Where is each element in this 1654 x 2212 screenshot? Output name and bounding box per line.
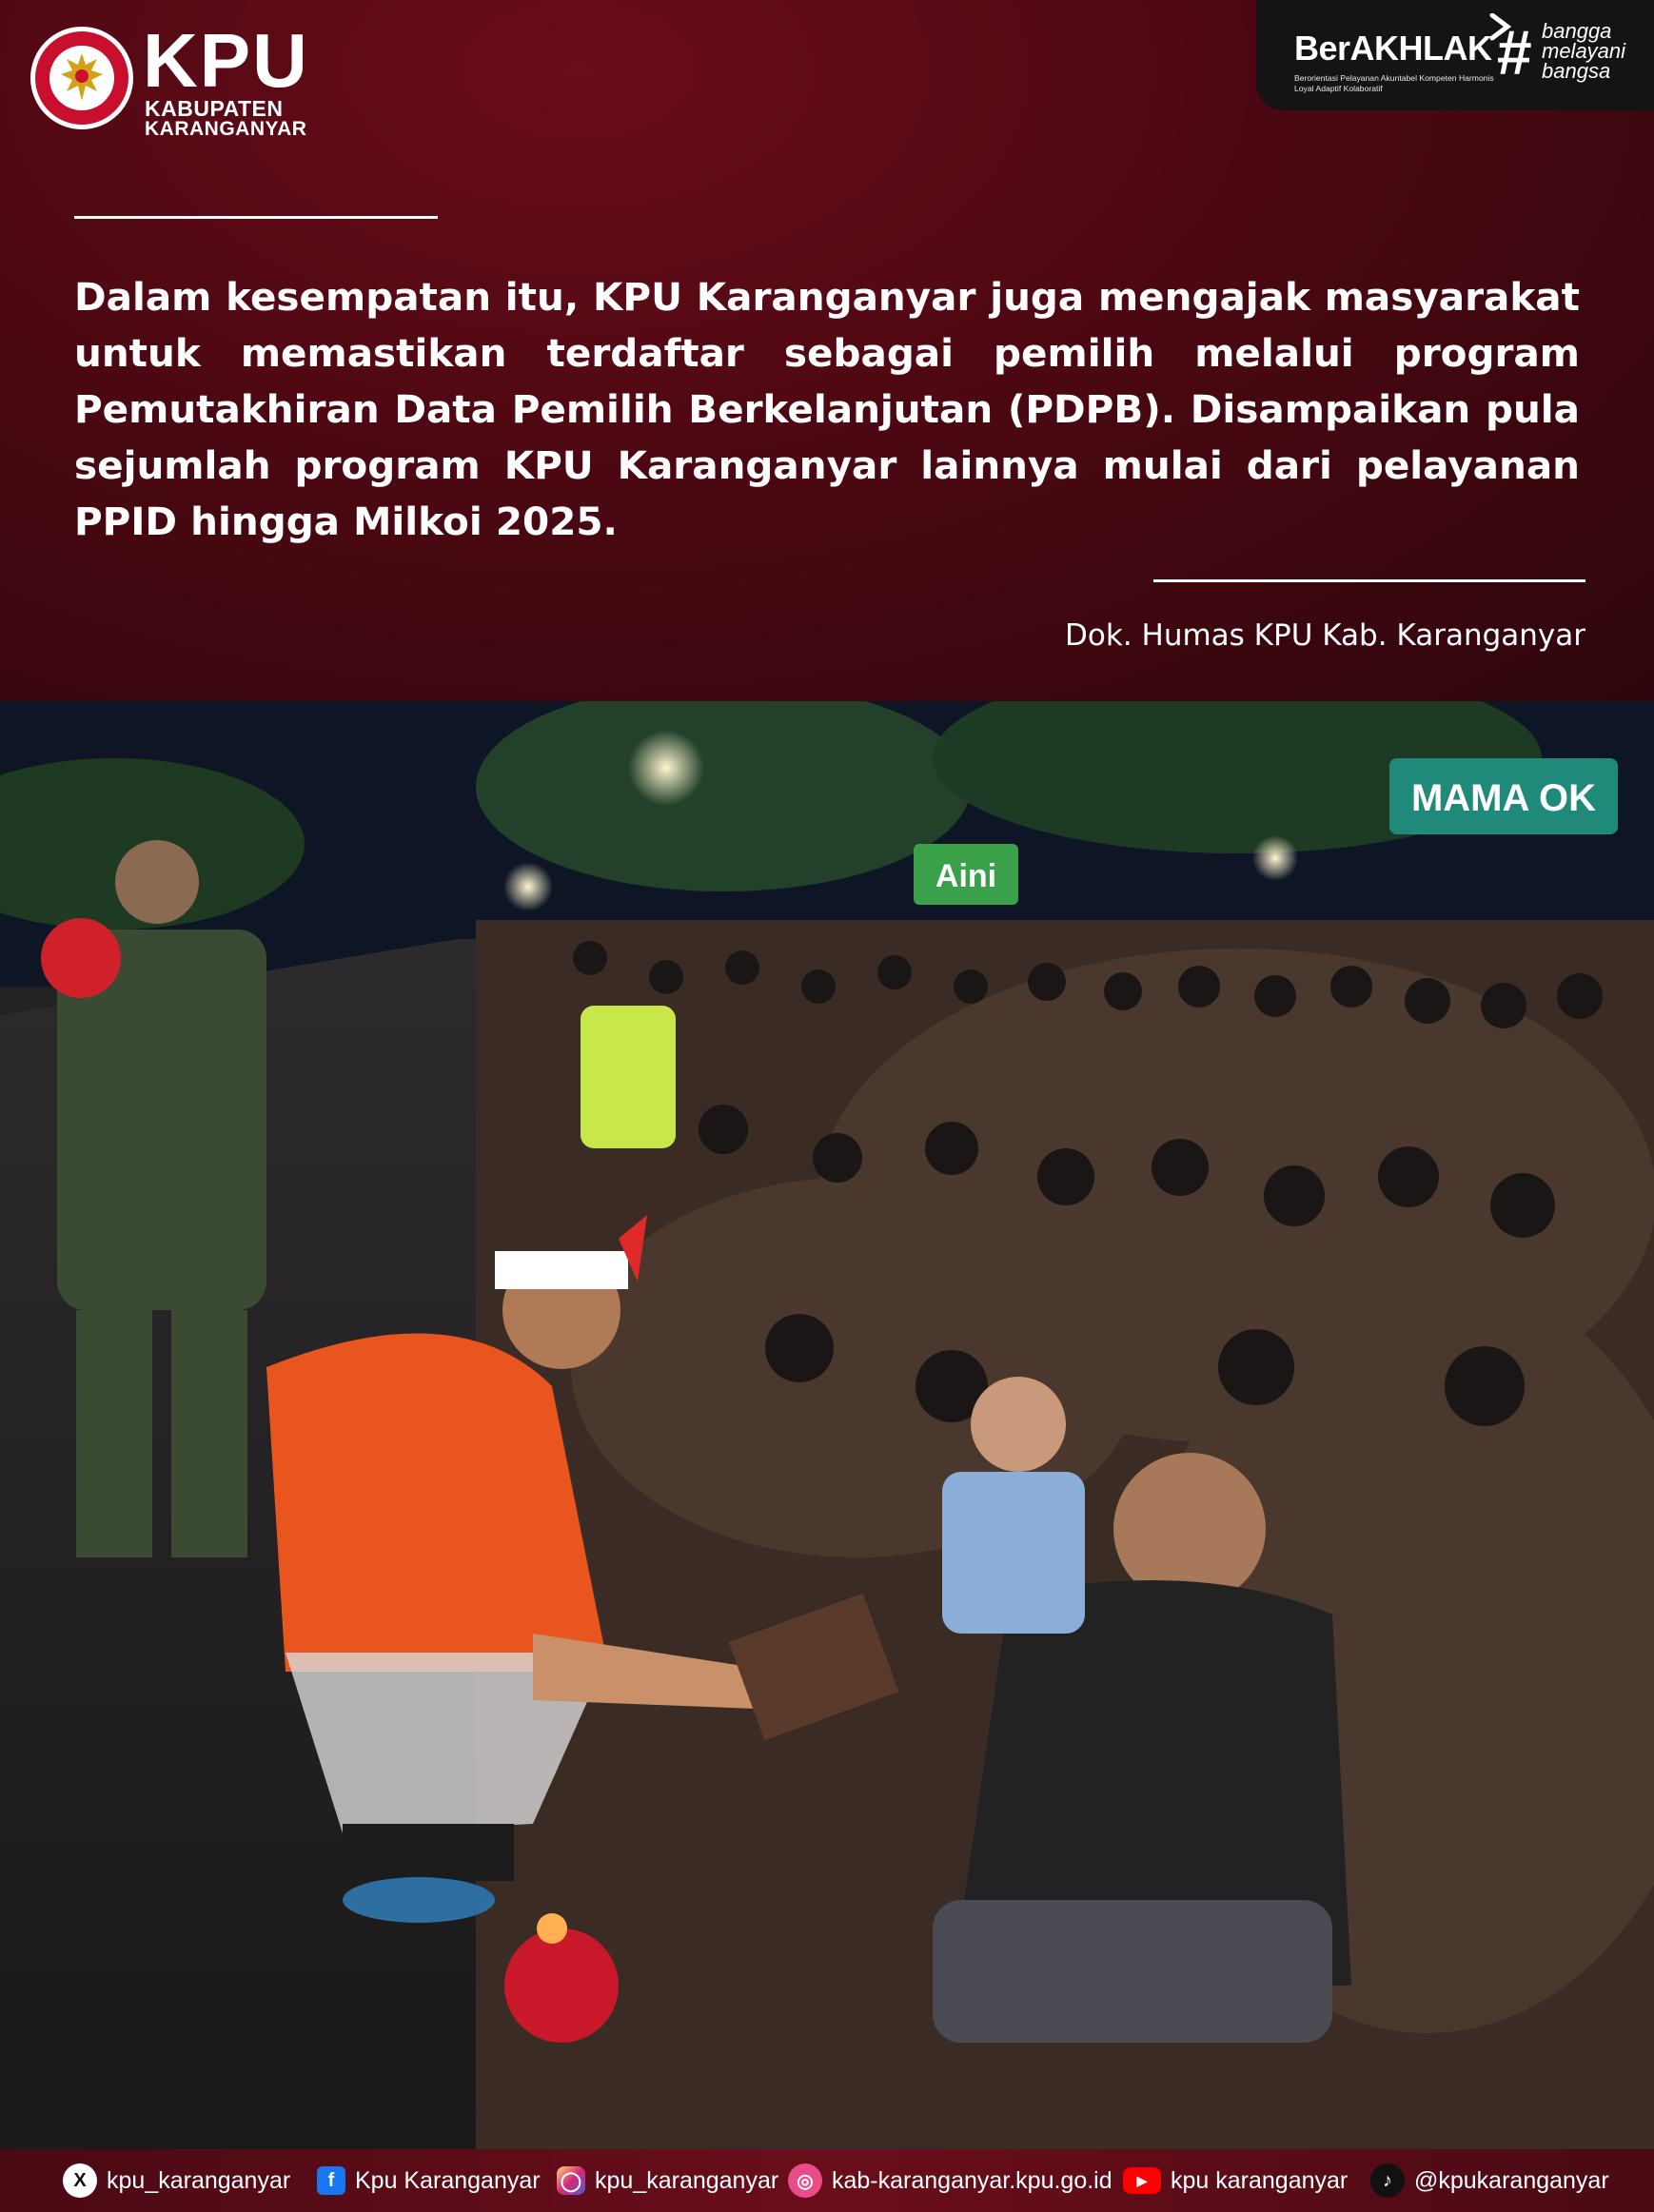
police-vest xyxy=(581,1006,676,1148)
lantern-light xyxy=(537,1913,567,1944)
social-facebook[interactable] xyxy=(317,2161,541,2201)
header-panel xyxy=(0,0,1654,701)
x-icon: X xyxy=(63,2163,97,2198)
event-photo xyxy=(0,701,1654,2149)
social-website[interactable] xyxy=(788,2161,1113,2201)
social-x[interactable] xyxy=(63,2161,290,2201)
street-light xyxy=(503,862,553,911)
slogan-line: bangsa xyxy=(1542,59,1611,83)
berakhlak-slogan xyxy=(1542,21,1625,81)
social-tiktok[interactable] xyxy=(1370,2161,1609,2201)
berakhlak-title: BerAKHLAK xyxy=(1294,29,1492,68)
red-lantern xyxy=(41,918,121,998)
red-lantern xyxy=(504,1928,619,2043)
social-label: kpu karanganyar xyxy=(1171,2166,1349,2194)
facebook-icon: f xyxy=(317,2166,345,2195)
logo-subtitle-karanganyar: KARANGANYAR xyxy=(145,118,307,140)
slogan-line: bangga xyxy=(1542,19,1612,43)
social-label: Kpu Karanganyar xyxy=(355,2166,541,2194)
kpu-emblem-icon xyxy=(29,21,135,135)
social-label: @kpukaranganyar xyxy=(1414,2166,1609,2194)
youtube-icon: ▶ xyxy=(1123,2167,1161,2194)
divider-top xyxy=(74,216,438,219)
social-label: kab-karanganyar.kpu.go.id xyxy=(832,2166,1113,2194)
logo-title: KPU xyxy=(143,18,309,103)
kpu-logo xyxy=(29,18,314,140)
website-icon: ◎ xyxy=(788,2163,822,2198)
street-light xyxy=(1252,835,1298,881)
event-photo-illustration xyxy=(0,701,1654,2149)
divider-bottom xyxy=(1153,579,1585,582)
shop-sign-text: MAMA OK xyxy=(1410,777,1597,819)
social-footer xyxy=(0,2149,1654,2212)
berakhlak-badge xyxy=(1256,0,1654,110)
slogan-line: melayani xyxy=(1542,39,1626,63)
logo-subtitle-kabupaten: KABUPATEN xyxy=(145,96,284,121)
article-body: Dalam kesempatan itu, KPU Karanganyar juga mengajak masyarakat untuk memastikan terdaftar sebagai pemilih melalui program Pemutakhiran Data Pemilih Berkelanjutan (PDPB). Disampaikan pula sejumlah program KPU Karanganyar lainnya mulai dari pelayanan PPID hingga Milkoi 2025. xyxy=(74,274,1580,544)
photo-credit: Dok. Humas KPU Kab. Karanganyar xyxy=(1065,618,1585,653)
instagram-icon: ◯ xyxy=(557,2166,585,2195)
social-label: kpu_karanganyar xyxy=(107,2166,291,2194)
social-instagram[interactable] xyxy=(557,2161,778,2201)
social-label: kpu_karanganyar xyxy=(595,2166,779,2194)
social-youtube[interactable] xyxy=(1123,2161,1348,2201)
tiktok-icon: ♪ xyxy=(1370,2163,1405,2198)
hashtag-icon: # xyxy=(1496,17,1531,88)
shop-sign-text: Aini xyxy=(935,858,997,894)
berakhlak-description: Berorientasi Pelayanan Akuntabel Kompeten Harmonis Loyal Adaptif Kolaboratif xyxy=(1294,73,1494,93)
street-light xyxy=(628,730,704,806)
